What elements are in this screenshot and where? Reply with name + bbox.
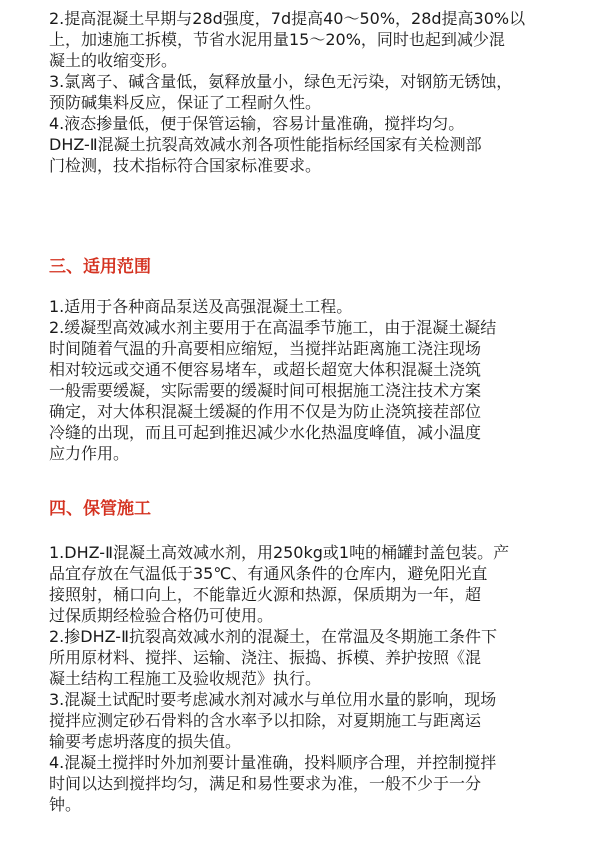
text-line: 3.氯离子、碱含量低，氨释放量小，绿色无污染，对钢筋无锈蚀， [49, 72, 513, 91]
text-line: 钟。 [49, 795, 82, 814]
text-line: 过保质期经检验合格仍可使用。 [49, 606, 274, 625]
text-line: 应力作用。 [49, 444, 130, 463]
text-line: 品宜存放在气温低于35℃、有通风条件的仓库内，避免阳光直 [49, 564, 488, 583]
text-line: 输要考虑坍落度的损失值。 [49, 732, 242, 751]
text-line: 冷缝的出现，而且可起到推迟减少水化热温度峰值，减小温度 [49, 423, 482, 442]
text-line: 1.适用于各种商品泵送及高强混凝土工程。 [49, 297, 353, 316]
text-line: 2.提高混凝土早期与28d强度，7d提高40～50%，28d提高30%以 [49, 9, 526, 28]
text-line: 时间以达到搅拌均匀，满足和易性要求为准，一般不少于一分 [49, 774, 482, 793]
section-heading-storage: 四、保管施工 [49, 499, 151, 519]
text-line: 所用原材料、搅拌、运输、浇注、振捣、拆模、养护按照《混 [49, 648, 482, 667]
text-line: 预防碱集料反应，保证了工程耐久性。 [49, 93, 322, 112]
storage-paragraphs [49, 542, 589, 815]
section-heading-scope: 三、适用范围 [49, 257, 151, 277]
text-line: 4.液态掺量低，便于保管运输，容易计量准确，搅拌均匀。 [49, 114, 465, 133]
text-line: 门检测，技术指标符合国家标准要求。 [49, 156, 322, 175]
scope-paragraphs [49, 296, 589, 464]
text-line: 接照射，桶口向上，不能靠近火源和热源，保质期为一年，超 [49, 585, 482, 604]
text-line: 确定，对大体积混凝土缓凝的作用不仅是为防止浇筑接茬部位 [49, 402, 482, 421]
text-line: 搅拌应测定砂石骨料的含水率予以扣除，对夏期施工与距离运 [49, 711, 482, 730]
text-line: 上，加速施工拆模，节省水泥用量15～20%，同时也起到减少混 [49, 30, 505, 49]
text-line: 2.缓凝型高效减水剂主要用于在高温季节施工，由于混凝土凝结 [49, 318, 497, 337]
text-line: 4.混凝土搅拌时外加剂要计量准确，投料顺序合理，并控制搅拌 [49, 753, 497, 772]
text-line: 凝土结构工程施工及验收规范》执行。 [49, 669, 322, 688]
text-line: 2.掺DHZ-Ⅱ抗裂高效减水剂的混凝土，在常温及冬期施工条件下 [49, 627, 497, 646]
text-line: 时间随着气温的升高要相应缩短，当搅拌站距离施工浇注现场 [49, 339, 482, 358]
text-line: 1.DHZ-Ⅱ混凝土高效减水剂，用250kg或1吨的桶罐封盖包装。产 [49, 543, 510, 562]
text-line: 相对较远或交通不便容易堵车，或超长超宽大体积混凝土浇筑 [49, 360, 482, 379]
text-line: 一般需要缓凝，实际需要的缓凝时间可根据施工浇注技术方案 [49, 381, 482, 400]
text-line: 3.混凝土试配时要考虑减水剂对减水与单位用水量的影响，现场 [49, 690, 497, 709]
text-line: DHZ-Ⅱ混凝土抗裂高效减水剂各项性能指标经国家有关检测部 [49, 135, 482, 154]
features-paragraphs [49, 8, 589, 176]
text-line: 凝土的收缩变形。 [49, 51, 178, 70]
